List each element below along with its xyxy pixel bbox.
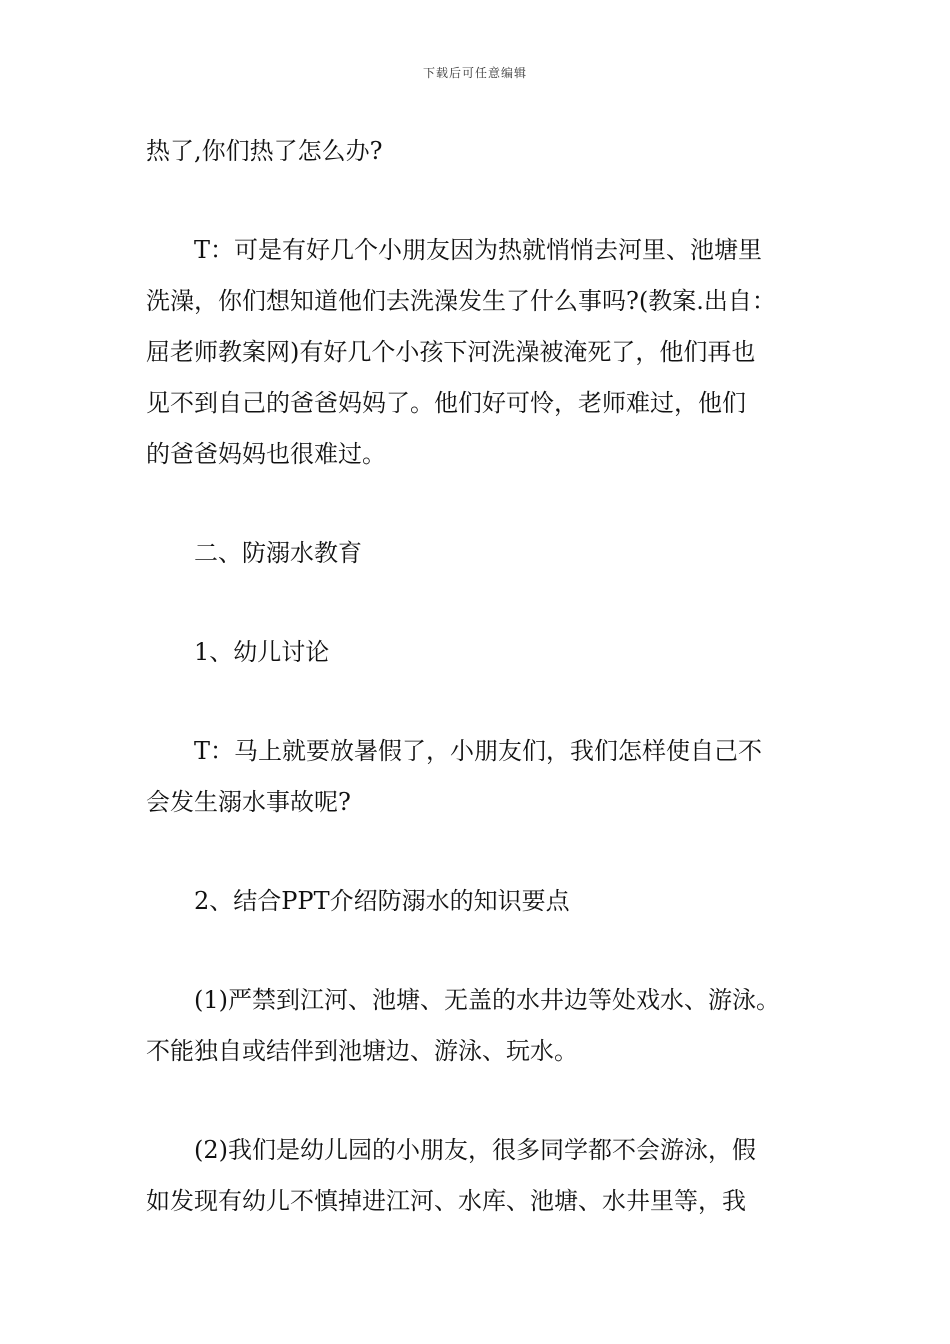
text-line: 会发生溺水事故呢? <box>146 788 351 816</box>
paragraph-7 <box>146 975 810 1077</box>
paragraph-5 <box>146 726 810 828</box>
page-header: 下载后可任意编辑 <box>422 66 527 80</box>
text-line: 的爸爸妈妈也很难过。 <box>146 440 386 468</box>
subsection-heading-1 <box>146 627 810 678</box>
text-line: 屈老师教案网)有好几个小孩下河洗澡被淹死了，他们再也 <box>146 338 756 366</box>
text-line: T：可是有好几个小朋友因为热就悄悄去河里、池塘里 <box>194 236 763 264</box>
text-line: 如发现有幼儿不慎掉进江河、水库、池塘、水井里等，我 <box>146 1187 746 1215</box>
subsection-heading-2 <box>146 876 810 927</box>
text-line: (1)严禁到江河、池塘、无盖的水井边等处戏水、游泳。 <box>194 986 780 1014</box>
text-line: 见不到自己的爸爸妈妈了。他们好可怜，老师难过，他们 <box>146 389 746 417</box>
text-line: 热了,你们热了怎么办? <box>146 137 383 165</box>
text-line: T：马上就要放暑假了，小朋友们，我们怎样使自己不 <box>194 737 763 765</box>
text-line: 洗澡，你们想知道他们去洗澡发生了什么事吗?(教案.出自： <box>146 287 776 315</box>
paragraph-2 <box>146 225 810 480</box>
document-body <box>146 126 810 1275</box>
text-line: 不能独自或结伴到池塘边、游泳、玩水。 <box>146 1037 578 1065</box>
text-line: (2)我们是幼儿园的小朋友，很多同学都不会游泳，假 <box>194 1136 756 1164</box>
text-line: 1、幼儿讨论 <box>194 638 330 666</box>
section-heading <box>146 528 810 579</box>
text-line: 2、结合PPT介绍防溺水的知识要点 <box>194 887 570 915</box>
paragraph-1 <box>146 126 810 177</box>
paragraph-8 <box>146 1125 810 1227</box>
text-line: 二、防溺水教育 <box>194 539 362 567</box>
